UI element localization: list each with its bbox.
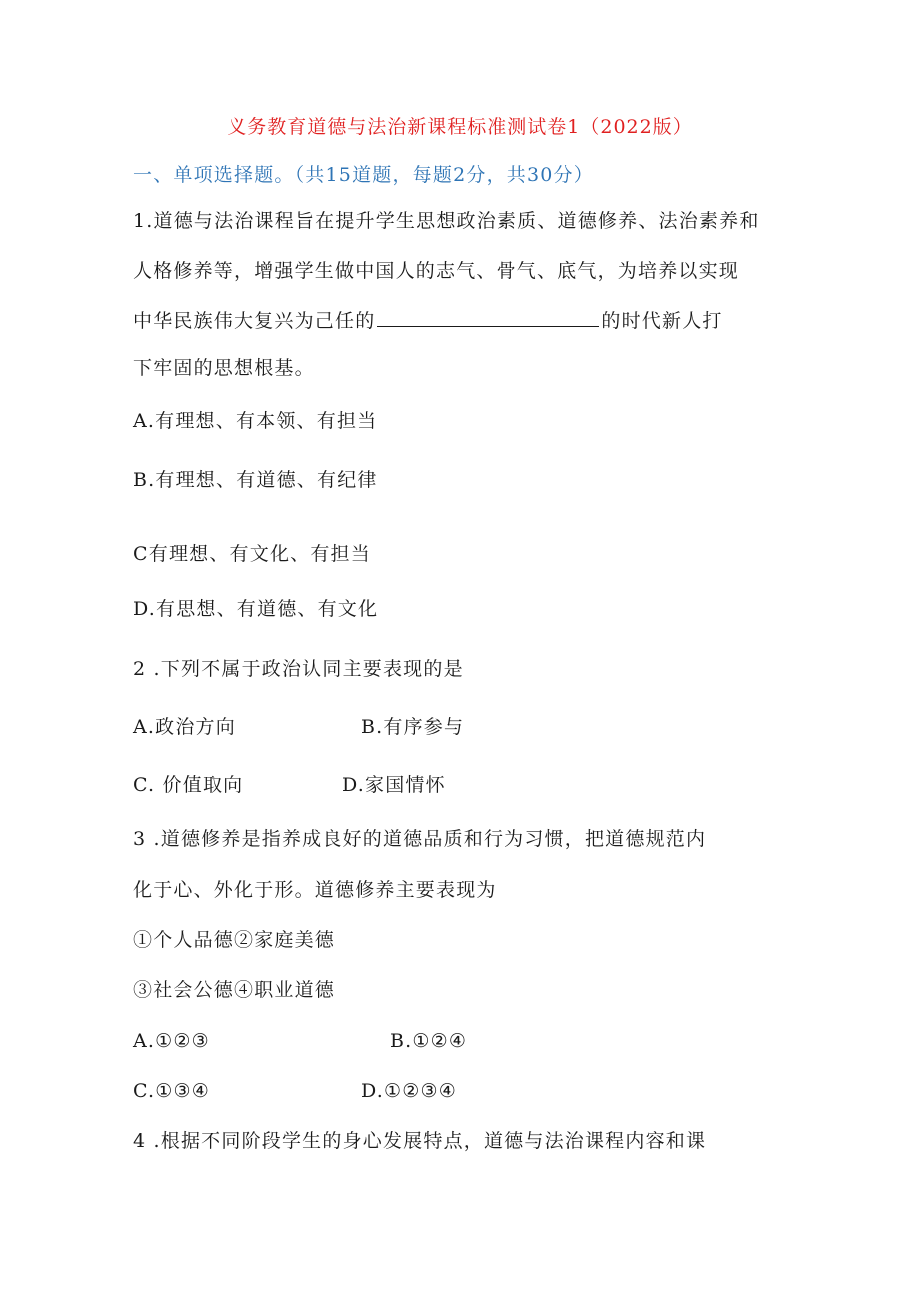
question-2-stem: 2 .下列不属于政治认同主要表现的是: [133, 658, 464, 680]
question-1-option-a: A.有理想、有本领、有担当: [133, 410, 378, 432]
question-3-items-1-2: ①个人品德②家庭美德: [133, 929, 336, 951]
question-3-option-b: B.①②④: [390, 1030, 468, 1052]
question-1-option-b: B.有理想、有道德、有纪律: [133, 469, 378, 491]
question-1-stem-line-2: 人格修养等，增强学生做中国人的志气、骨气、底气，为培养以实现: [133, 260, 740, 282]
question-1-stem-line-1: 1.道德与法治课程旨在提升学生思想政治素质、道德修养、法治素养和: [133, 210, 760, 232]
question-2-option-a: A.政治方向: [133, 716, 236, 738]
question-3-stem-line-2: 化于心、外化于形。道德修养主要表现为: [133, 879, 497, 901]
question-1-stem-line-3: [133, 308, 723, 334]
question-1-stem-line-4: 下牢固的思想根基。: [133, 357, 315, 379]
question-3-stem-line-1: 3 .道德修养是指养成良好的道德品质和行为习惯，把道德规范内: [133, 828, 707, 850]
question-1-option-c: C有理想、有文化、有担当: [133, 543, 371, 565]
question-2-option-d: D.家国情怀: [342, 774, 446, 796]
question-3-items-3-4: ③社会公德④职业道德: [133, 979, 336, 1001]
question-4-stem-line-1: 4 .根据不同阶段学生的身心发展特点，道德与法治课程内容和课: [133, 1130, 707, 1152]
page-title: 义务教育道德与法治新课程标准测试卷1（2022版）: [227, 116, 693, 138]
question-2-option-c: C. 价值取向: [133, 774, 244, 796]
question-3-option-c: C.①③④: [133, 1080, 210, 1102]
question-3-option-a: A.①②③: [133, 1030, 210, 1052]
question-1-option-d: D.有思想、有道德、有文化: [133, 598, 379, 620]
answer-blank: [377, 308, 599, 327]
question-2-option-b: B.有序参与: [361, 716, 465, 738]
question-1-stem-line-3-pre: 中华民族伟大复兴为己任的: [133, 310, 376, 332]
section-heading: 一、单项选择题。（共15道题，每题2分，共30分）: [133, 164, 594, 186]
question-1-stem-line-3-post: 的时代新人打: [601, 310, 723, 332]
question-3-option-d: D.①②③④: [361, 1080, 457, 1102]
